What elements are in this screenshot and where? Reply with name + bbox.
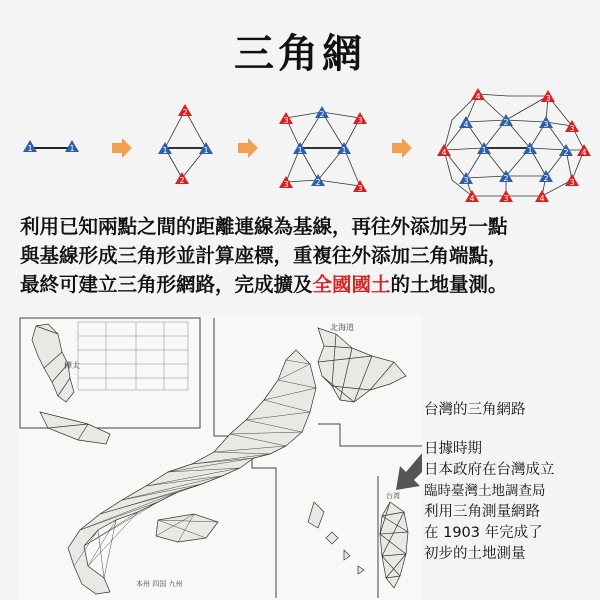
step-2-triangles — [165, 110, 209, 178]
notes-heading: 台灣的三角網路 — [424, 402, 526, 418]
page-title: 三角網 — [234, 31, 366, 77]
node-marker — [565, 120, 579, 133]
description-text-part: 最終可建立三角形網路，完成擴及 — [20, 273, 313, 296]
node-marker — [353, 180, 367, 193]
svg-text:3: 3 — [357, 184, 363, 193]
svg-text:1: 1 — [203, 146, 209, 155]
arrow-icon — [392, 138, 412, 158]
svg-text:3: 3 — [543, 120, 549, 129]
svg-text:2: 2 — [315, 178, 321, 187]
svg-text:3: 3 — [569, 124, 575, 133]
triangulation-steps-diagram — [0, 80, 600, 205]
node-marker — [541, 90, 555, 103]
node-marker — [565, 174, 579, 187]
node-marker — [559, 144, 573, 157]
svg-text:4: 4 — [463, 120, 469, 129]
svg-text:1: 1 — [481, 146, 487, 155]
svg-text:4: 4 — [581, 148, 587, 157]
notes-line: 日據時期 — [424, 441, 482, 457]
svg-text:2: 2 — [319, 110, 325, 119]
svg-text:4: 4 — [539, 194, 545, 203]
node-marker — [279, 176, 293, 189]
description-line: 與基線形成三角形並計算座標，重複往外添加三角端點， — [20, 244, 508, 267]
svg-text:1: 1 — [527, 146, 533, 155]
node-marker — [65, 140, 79, 153]
node-marker — [459, 116, 473, 129]
node-marker — [23, 140, 37, 153]
taiwan-notes — [424, 400, 600, 565]
node-marker — [577, 144, 591, 157]
notes-line: 在 1903 年完成了 — [424, 525, 543, 541]
svg-text:3: 3 — [569, 178, 575, 187]
svg-text:4: 4 — [469, 194, 475, 203]
description-text-part: 的土地量測。 — [390, 273, 508, 296]
node-label: 1 — [27, 144, 33, 153]
japan-triangulation-map — [18, 316, 422, 600]
notes-line: 利用三角測量網路 — [424, 504, 540, 520]
step-1-baseline — [23, 140, 79, 153]
svg-text:1: 1 — [341, 146, 347, 155]
inset-label: 樺太 — [64, 361, 80, 370]
svg-text:3: 3 — [283, 116, 289, 125]
node-marker — [175, 172, 189, 185]
svg-text:1: 1 — [297, 146, 303, 155]
node-marker — [437, 144, 451, 157]
svg-text:4: 4 — [475, 92, 481, 101]
node-marker — [353, 112, 367, 125]
svg-text:3: 3 — [283, 180, 289, 189]
notes-line: 初步的土地測量 — [424, 546, 526, 562]
region-label-hokkaido: 北海道 — [330, 323, 354, 332]
node-marker — [459, 172, 473, 185]
svg-text:2: 2 — [503, 174, 509, 183]
description-line — [20, 270, 590, 299]
arrow-icon — [238, 138, 258, 158]
node-label: 1 — [69, 144, 75, 153]
region-label-taiwan: 台湾 — [386, 492, 400, 500]
notes-line: 臨時臺灣土地調查局 — [424, 483, 546, 499]
description-line: 利用已知兩點之間的距離連線為基線，再往外添加另一點 — [20, 215, 508, 238]
node-marker — [178, 104, 192, 117]
highlight-text: 全國國土 — [312, 273, 391, 296]
node-marker — [535, 190, 549, 203]
svg-text:2: 2 — [503, 118, 509, 127]
notes-line: 日本政府在台灣成立 — [424, 462, 555, 478]
svg-text:3: 3 — [463, 176, 469, 185]
svg-text:1: 1 — [162, 146, 168, 155]
svg-text:2: 2 — [543, 174, 549, 183]
arrow-icon — [112, 138, 132, 158]
svg-text:3: 3 — [545, 94, 551, 103]
region-label-honshu: 本州 四国 九州 — [136, 580, 183, 588]
svg-text:3: 3 — [357, 116, 363, 125]
svg-text:3: 3 — [503, 194, 509, 203]
svg-text:2: 2 — [182, 108, 188, 117]
node-marker — [499, 190, 513, 203]
node-marker — [279, 112, 293, 125]
description-text — [20, 212, 590, 299]
node-marker — [539, 170, 553, 183]
svg-text:2: 2 — [563, 148, 569, 157]
svg-text:4: 4 — [441, 148, 447, 157]
svg-text:2: 2 — [179, 176, 185, 185]
